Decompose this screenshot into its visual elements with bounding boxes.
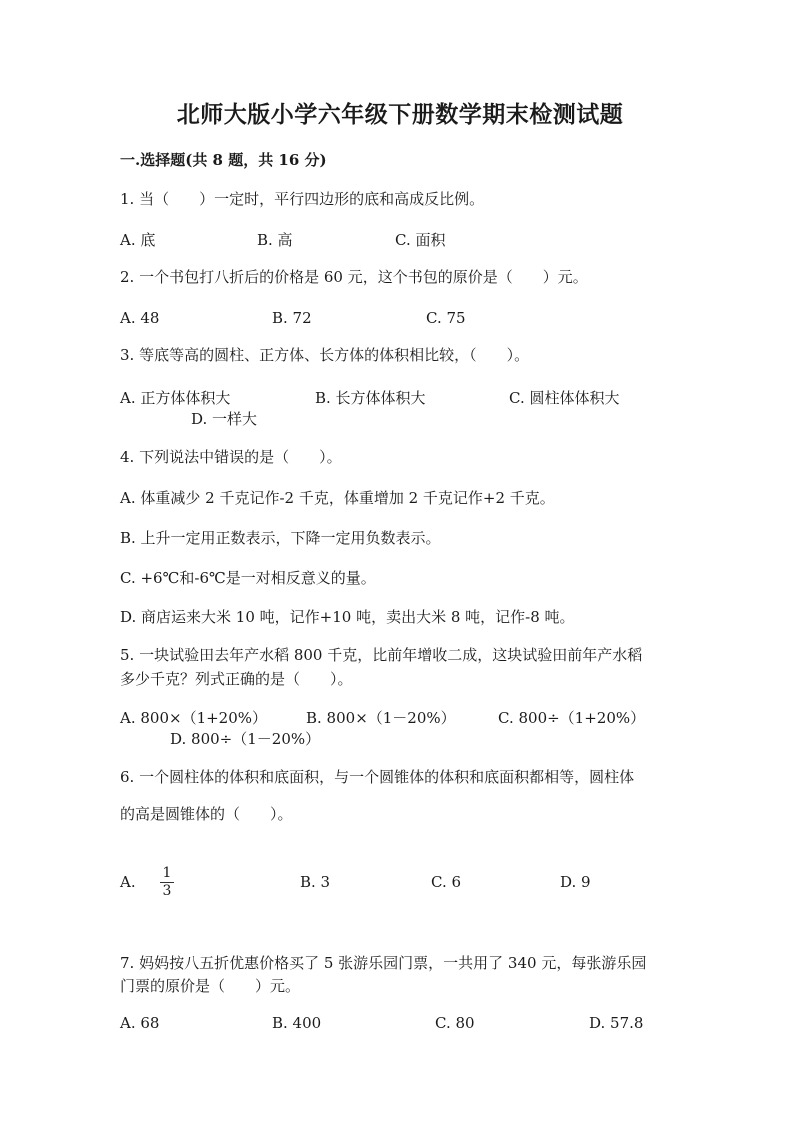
q2-option-b[interactable]: B. 72 (272, 309, 312, 327)
q3-option-c[interactable]: C. 圆柱体体积大 (509, 389, 620, 407)
q7-option-c[interactable]: C. 80 (435, 1014, 475, 1032)
question-3: 3. 等底等高的圆柱、正方体、长方体的体积相比较，（ ）。 (120, 346, 530, 364)
question-7-line-1: 7. 妈妈按八五折优惠价格买了 5 张游乐园门票，一共用了 340 元，每张游乐园 (120, 954, 647, 972)
question-6-line-2: 的高是圆锥体的（ ）。 (120, 805, 293, 823)
q6-option-b[interactable]: B. 3 (300, 873, 331, 891)
q7-option-a[interactable]: A. 68 (120, 1014, 160, 1032)
q7-option-b[interactable]: B. 400 (272, 1014, 322, 1032)
q1-option-a[interactable]: A. 底 (120, 231, 156, 249)
q3-option-a[interactable]: A. 正方体体积大 (120, 389, 231, 407)
question-1: 1. 当（ ）一定时，平行四边形的底和高成反比例。 (120, 190, 485, 208)
q6-option-a-label[interactable]: A. (120, 873, 136, 891)
question-5-line-2: 多少千克？列式正确的是（ ）。 (120, 670, 353, 688)
q5-option-d[interactable]: D. 800÷（1－20%） (170, 730, 321, 748)
q2-option-a[interactable]: A. 48 (120, 309, 160, 327)
fraction-numerator: 1 (162, 865, 172, 881)
q5-option-c[interactable]: C. 800÷（1+20%） (498, 709, 646, 727)
q4-option-b[interactable]: B. 上升一定用正数表示，下降一定用负数表示。 (120, 529, 441, 547)
q7-option-d[interactable]: D. 57.8 (589, 1014, 644, 1032)
fraction-denominator: 3 (162, 883, 172, 899)
q4-option-d[interactable]: D. 商店运来大米 10 吨，记作+10 吨，卖出大米 8 吨，记作-8 吨。 (120, 608, 575, 626)
section-heading: 一.选择题(共 8 题，共 16 分) (120, 151, 327, 169)
q4-option-c[interactable]: C. +6℃和-6℃是一对相反意义的量。 (120, 569, 376, 587)
page-title: 北师大版小学六年级下册数学期末检测试题 (176, 101, 624, 128)
q1-option-b[interactable]: B. 高 (257, 231, 293, 249)
q6-option-d[interactable]: D. 9 (560, 873, 591, 891)
q3-option-b[interactable]: B. 长方体体积大 (315, 389, 426, 407)
q1-option-c[interactable]: C. 面积 (395, 231, 446, 249)
q6-option-c[interactable]: C. 6 (431, 873, 462, 891)
q5-option-a[interactable]: A. 800×（1+20%） (120, 709, 268, 727)
q6-option-a-fraction (160, 866, 174, 899)
q4-option-a[interactable]: A. 体重减少 2 千克记作-2 千克，体重增加 2 千克记作+2 千克。 (120, 489, 555, 507)
question-5-line-1: 5. 一块试验田去年产水稻 800 千克，比前年增收二成，这块试验田前年产水稻 (120, 646, 643, 664)
q5-option-b[interactable]: B. 800×（1－20%） (306, 709, 456, 727)
question-4: 4. 下列说法中错误的是（ ）。 (120, 448, 342, 466)
q3-option-d[interactable]: D. 一样大 (191, 410, 258, 428)
question-2: 2. 一个书包打八折后的价格是 60 元，这个书包的原价是（ ）元。 (120, 268, 588, 286)
question-7-line-2: 门票的原价是（ ）元。 (120, 977, 301, 995)
question-6-line-1: 6. 一个圆柱体的体积和底面积，与一个圆锥体的体积和底面积都相等，圆柱体 (120, 768, 635, 786)
q2-option-c[interactable]: C. 75 (426, 309, 466, 327)
